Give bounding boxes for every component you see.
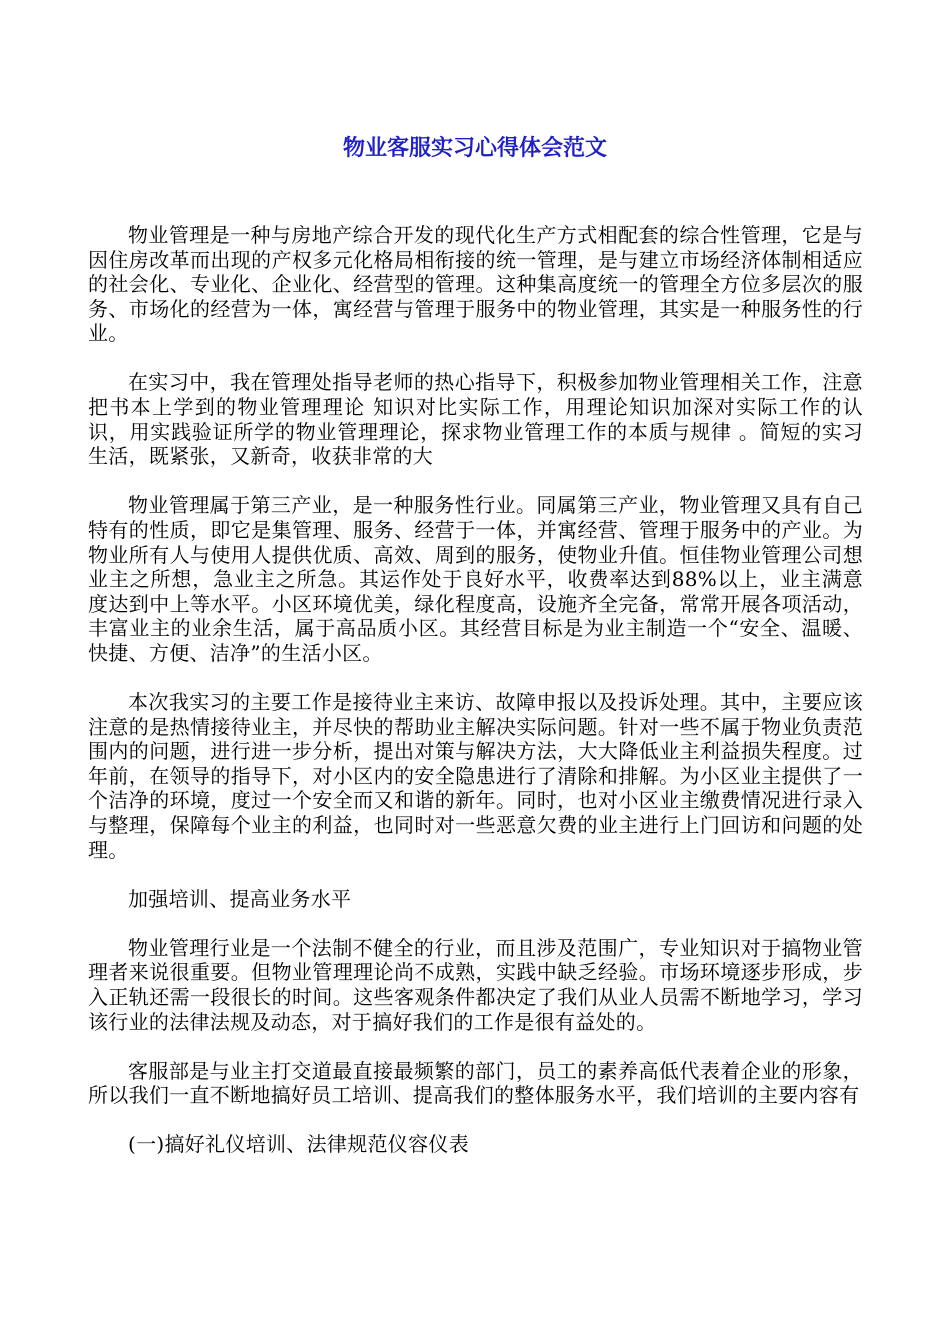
paragraph: 物业管理行业是一个法制不健全的行业，而且涉及范围广，专业知识对于搞物业管理者来说很重要。但物业管理理论尚不成熟，实践中缺乏经验。市场环境逐步形成，步入正轨还需一段很长的时间。这些客观条件都决定了我们从业人员需不断地学习，学习该行业的法律法规及动态，对于搞好我们的工作是很有益处的。	[88, 935, 863, 1034]
paragraph: 在实习中，我在管理处指导老师的热心指导下，积极参加物业管理相关工作，注意把书本上学到的物业管理理论 知识对比实际工作，用理论知识加深对实际工作的认识，用实践验证所学的物业管理理论，探求物业管理工作的本质与规律 。简短的实习生活，既紧张，又新奇，收获非常的大	[88, 370, 863, 469]
list-item: (一)搞好礼仪培训、法律规范仪容仪表	[128, 1132, 470, 1157]
paragraph: 本次我实习的主要工作是接待业主来访、故障申报以及投诉处理。其中，主要应该注意的是热情接待业主，并尽快的帮助业主解决实际问题。针对一些不属于物业负责范围内的问题，进行进一步分析，提出对策与解决方法，大大降低业主利益损失程度。过年前，在领导的指导下，对小区内的安全隐患进行了清除和排解。为小区业主提供了一个洁净的环境，度过一个安全而又和谐的新年。同时，也对小区业主缴费情况进行录入与整理，保障每个业主的利益，也同时对一些恶意欠费的业主进行上门回访和问题的处理。	[88, 690, 863, 862]
section-heading: 加强培训、提高业务水平	[128, 886, 352, 911]
paragraph: 物业管理是一种与房地产综合开发的现代化生产方式相配套的综合性管理，它是与因住房改革而出现的产权多元化格局相衔接的统一管理，是与建立市场经济体制相适应的社会化、专业化、企业化、经营型的管理。这种集高度统一的管理全方位多层次的服务、市场化的经营为一体，寓经营与管理于服务中的物业管理，其实是一种服务性的行业。	[88, 223, 863, 346]
page-title: 物业客服实习心得体会范文	[342, 136, 607, 161]
paragraph: 物业管理属于第三产业，是一种服务性行业。同属第三产业，物业管理又具有自己特有的性质，即它是集管理、服务、经营于一体，并寓经营、管理于服务中的产业。为物业所有人与使用人提供优质、高效、周到的服务，使物业升值。恒佳物业管理公司想业主之所想，急业主之所急。其运作处于良好水平，收费率达到88%以上，业主满意度达到中上等水平。小区环境优美，绿化程度高，设施齐全完备，常常开展各项活动，丰富业主的业余生活，属于高品质小区。其经营目标是为业主制造一个“安全、温暖、快捷、方便、洁净”的生活小区。	[88, 493, 863, 665]
paragraph: 客服部是与业主打交道最直接最频繁的部门，员工的素养高低代表着企业的形象，所以我们一直不断地搞好员工培训、提高我们的整体服务水平，我们培训的主要内容有	[88, 1058, 863, 1108]
document-body	[88, 223, 863, 1181]
